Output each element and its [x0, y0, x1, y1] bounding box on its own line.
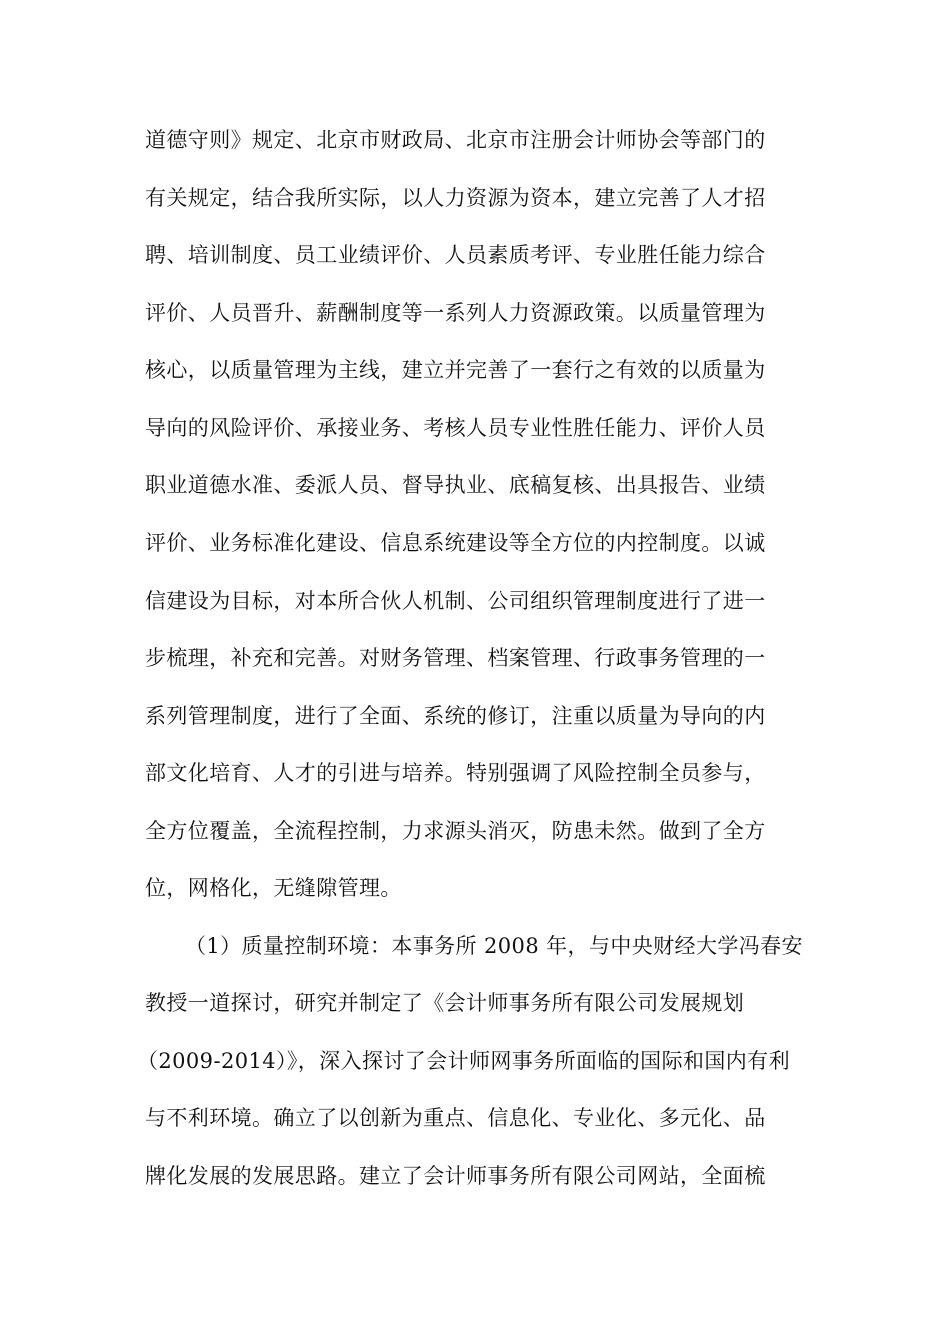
text-line-6: 导向的风险评价、承接业务、考核人员专业性胜任能力、评价人员: [145, 416, 766, 440]
text-line-10: 步梳理，补充和完善。对财务管理、档案管理、行政事务管理的一: [145, 646, 766, 670]
text-line-9: 信建设为目标，对本所合伙人机制、公司组织管理制度进行了进一: [145, 589, 766, 613]
text-line-1: 道德守则》规定、北京市财政局、北京市注册会计师协会等部门的: [145, 128, 766, 152]
text-line-13: 全方位覆盖，全流程控制，力求源头消灭，防患未然。做到了全方: [145, 819, 766, 843]
text-line-8: 评价、业务标准化建设、信息系统建设等全方位的内控制度。以诚: [145, 531, 766, 555]
text-line-16: 教授一道探讨，研究并制定了《会计师事务所有限公司发展规划: [145, 991, 745, 1015]
text-line-7: 职业道德水准、委派人员、督导执业、底稿复核、出具报告、业绩: [145, 473, 766, 497]
text-line-12: 部文化培育、人才的引进与培养。特别强调了风险控制全员参与，: [145, 761, 766, 785]
text-line-17: （2009-2014）》，深入探讨了会计师网事务所面临的国际和国内有利: [137, 1049, 790, 1073]
text-line-14: 位，网格化，无缝隙管理。: [145, 876, 402, 900]
text-line-2: 有关规定，结合我所实际，以人力资源为资本，建立完善了人才招: [145, 186, 766, 210]
text-line-4: 评价、人员晋升、薪酬制度等一系列人力资源政策。以质量管理为: [145, 301, 766, 325]
text-line-5: 核心，以质量管理为主线，建立并完善了一套行之有效的以质量为: [145, 358, 766, 382]
text-line-11: 系列管理制度，进行了全面、系统的修订，注重以质量为导向的内: [145, 704, 766, 728]
text-line-19: 牌化发展的发展思路。建立了会计师事务所有限公司网站，全面梳: [145, 1164, 766, 1188]
text-line-18: 与不利环境。确立了以创新为重点、信息化、专业化、多元化、品: [145, 1106, 766, 1130]
text-line-15: （1）质量控制环境：本事务所 2008 年，与中央财经大学冯春安: [185, 934, 803, 958]
text-line-3: 聘、培训制度、员工业绩评价、人员素质考评、专业胜任能力综合: [145, 243, 766, 267]
